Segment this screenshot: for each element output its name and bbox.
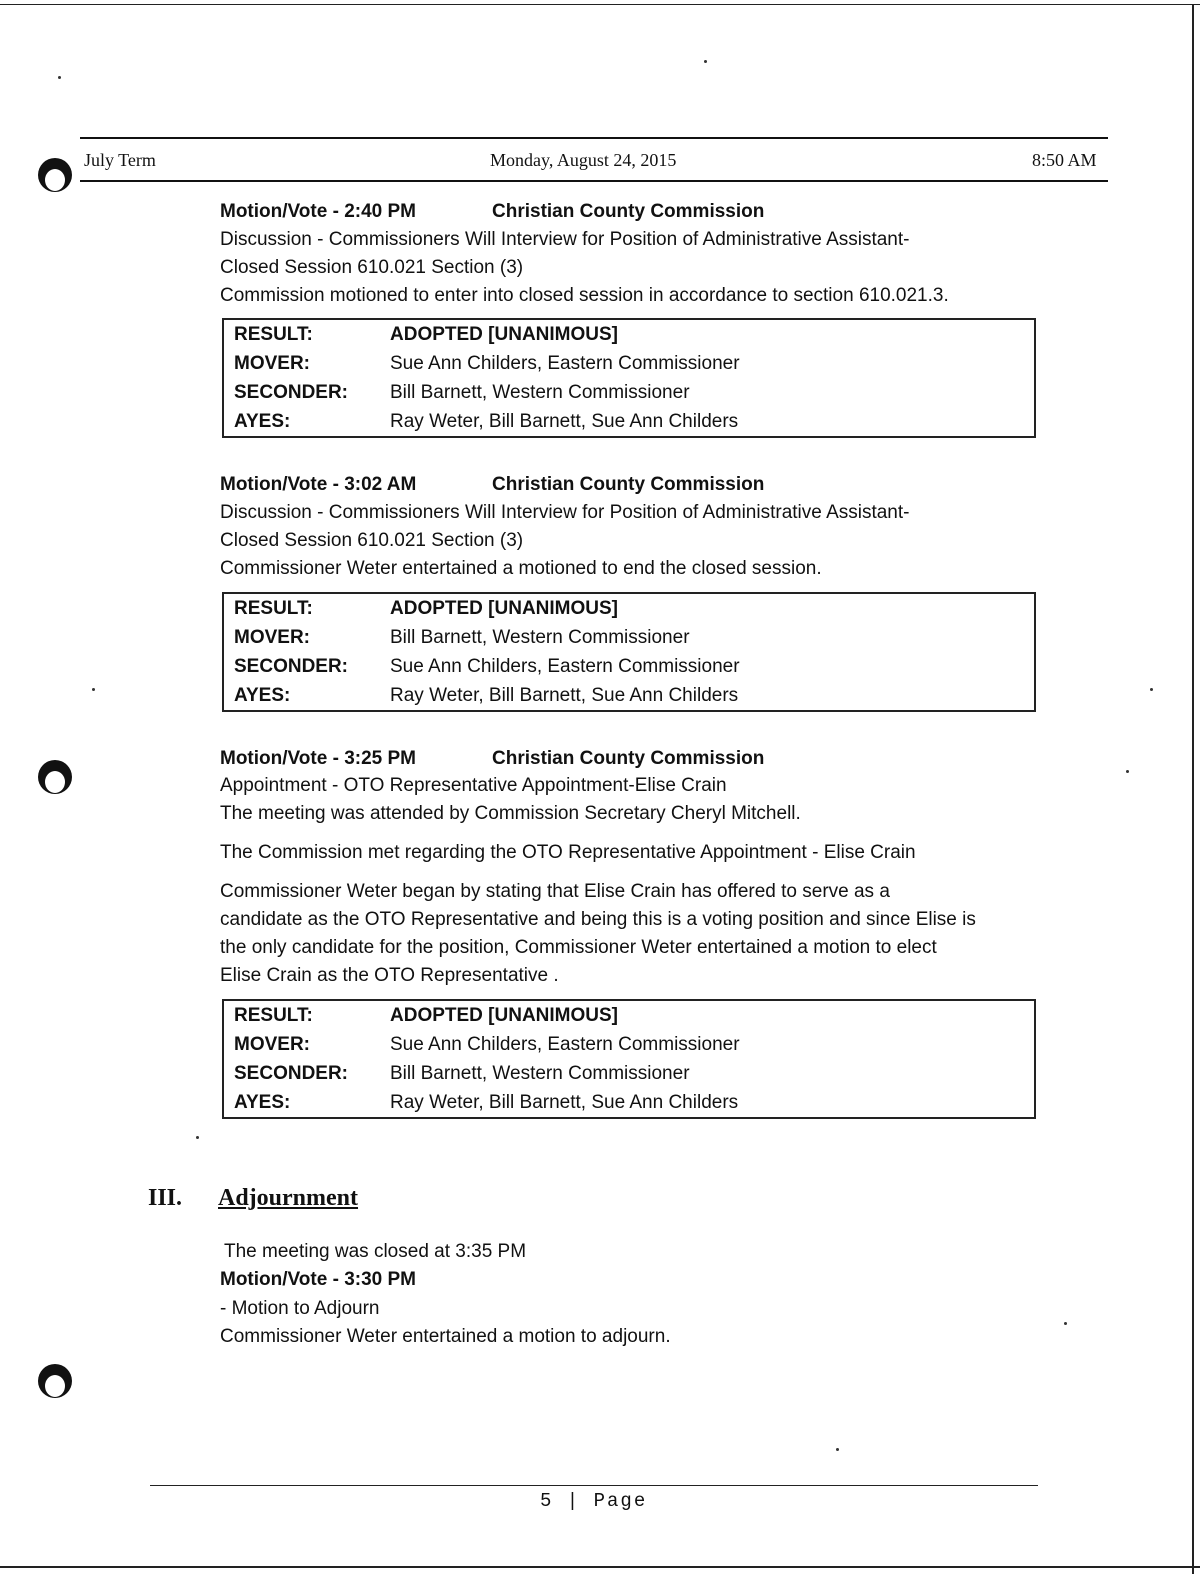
mover-value: Bill Barnett, Western Commissioner: [390, 627, 690, 648]
section-title: Adjournment: [218, 1185, 359, 1211]
motion-session: Closed Session 610.021 Section (3): [220, 530, 524, 551]
motion-label: Motion/Vote -: [220, 1269, 339, 1290]
motion-time: 3:02 AM: [344, 474, 417, 495]
motion-time: 3:30 PM: [344, 1269, 416, 1290]
header-rule-top: [80, 137, 1108, 139]
motion-paragraph-line: the only candidate for the position, Commissioner Weter entertained a motion to elect: [220, 937, 937, 958]
ayes-value: Ray Weter, Bill Barnett, Sue Ann Childers: [390, 1092, 739, 1113]
result-row: [224, 594, 1034, 623]
motion-note: Commission motioned to enter into closed session in accordance to section 610.021.3.: [220, 285, 949, 306]
motion-attended: The meeting was attended by Commission Secretary Cheryl Mitchell.: [220, 803, 801, 824]
seconder-row: [224, 1059, 1034, 1088]
result-box: [222, 318, 1036, 438]
ayes-value: Ray Weter, Bill Barnett, Sue Ann Childers: [390, 685, 739, 706]
seconder-row: [224, 652, 1034, 681]
result-row: [224, 320, 1034, 349]
mover-label: MOVER:: [234, 353, 310, 374]
ayes-label: AYES:: [234, 685, 291, 706]
seconder-row: [224, 378, 1034, 407]
result-label: RESULT:: [234, 1005, 313, 1026]
scan-speck: [1126, 770, 1129, 773]
motion-paragraph-line: Commissioner Weter began by stating that Elise Crain has offered to serve as a: [220, 881, 890, 902]
motion-label: Motion/Vote -: [220, 201, 339, 222]
motion-heading: [220, 198, 764, 225]
adjournment-note: Commissioner Weter entertained a motion to adjourn.: [220, 1326, 671, 1347]
seconder-label: SECONDER:: [234, 1063, 349, 1084]
motion-label: Motion/Vote -: [220, 474, 339, 495]
punch-hole-icon: [38, 158, 72, 192]
seconder-value: Sue Ann Childers, Eastern Commissioner: [390, 656, 740, 677]
ayes-row: [224, 1088, 1034, 1117]
section-number: III.: [148, 1185, 183, 1211]
scan-speck: [58, 76, 61, 79]
punch-hole-icon: [38, 1364, 72, 1398]
ayes-label: AYES:: [234, 1092, 291, 1113]
scan-edge-right: [1192, 4, 1194, 1574]
scan-speck: [836, 1448, 839, 1451]
mover-value: Sue Ann Childers, Eastern Commissioner: [390, 1034, 740, 1055]
result-box: [222, 999, 1036, 1119]
motion-met: The Commission met regarding the OTO Representative Appointment - Elise Crain: [220, 842, 916, 863]
adjournment-motion-text: - Motion to Adjourn: [220, 1298, 380, 1319]
motion-appointment: Appointment - OTO Representative Appointment-Elise Crain: [220, 775, 727, 796]
motion-body: Christian County Commission: [492, 201, 765, 222]
motion-note: Commissioner Weter entertained a motioned to end the closed session.: [220, 558, 822, 579]
scan-speck: [92, 688, 95, 691]
seconder-value: Bill Barnett, Western Commissioner: [390, 1063, 690, 1084]
motion-time: 3:25 PM: [344, 748, 416, 769]
mover-row: [224, 349, 1034, 378]
motion-discussion: Discussion - Commissioners Will Interview for Position of Administrative Assistant-: [220, 502, 910, 523]
adjournment-motion-heading: [220, 1266, 416, 1293]
mover-row: [224, 623, 1034, 652]
adjournment-closed: The meeting was closed at 3:35 PM: [224, 1241, 527, 1262]
result-row: [224, 1001, 1034, 1030]
motion-session: Closed Session 610.021 Section (3): [220, 257, 524, 278]
seconder-label: SECONDER:: [234, 382, 349, 403]
result-value: ADOPTED [UNANIMOUS]: [390, 598, 618, 619]
page-number: 5 | Page: [540, 1490, 648, 1512]
motion-heading: [220, 471, 764, 498]
ayes-row: [224, 681, 1034, 710]
ayes-value: Ray Weter, Bill Barnett, Sue Ann Childers: [390, 411, 739, 432]
motion-heading: [220, 745, 764, 772]
motion-label: Motion/Vote -: [220, 748, 339, 769]
motion-discussion: Discussion - Commissioners Will Interview for Position of Administrative Assistant-: [220, 229, 910, 250]
result-label: RESULT:: [234, 324, 313, 345]
scan-speck: [1064, 1322, 1067, 1325]
mover-label: MOVER:: [234, 627, 310, 648]
scan-edge-bottom: [0, 1566, 1200, 1568]
ayes-row: [224, 407, 1034, 436]
result-box: [222, 592, 1036, 712]
header-date: Monday, August 24, 2015: [490, 150, 677, 170]
motion-paragraph-line: candidate as the OTO Representative and being this is a voting position and since Elise is: [220, 909, 976, 930]
result-label: RESULT:: [234, 598, 313, 619]
result-value: ADOPTED [UNANIMOUS]: [390, 1005, 618, 1026]
mover-label: MOVER:: [234, 1034, 310, 1055]
ayes-label: AYES:: [234, 411, 291, 432]
scan-speck: [704, 60, 707, 63]
motion-body: Christian County Commission: [492, 474, 765, 495]
footer-rule: [150, 1485, 1038, 1486]
result-value: ADOPTED [UNANIMOUS]: [390, 324, 618, 345]
motion-paragraph-line: Elise Crain as the OTO Representative .: [220, 965, 559, 986]
motion-body: Christian County Commission: [492, 748, 765, 769]
scan-edge-top: [0, 4, 1200, 5]
scan-speck: [1150, 688, 1153, 691]
header-rule-bottom: [80, 180, 1108, 182]
header-term: July Term: [84, 150, 156, 170]
seconder-value: Bill Barnett, Western Commissioner: [390, 382, 690, 403]
mover-value: Sue Ann Childers, Eastern Commissioner: [390, 353, 740, 374]
seconder-label: SECONDER:: [234, 656, 349, 677]
header-time: 8:50 AM: [1032, 150, 1097, 170]
scan-speck: [196, 1136, 199, 1139]
punch-hole-icon: [38, 760, 72, 794]
mover-row: [224, 1030, 1034, 1059]
motion-time: 2:40 PM: [344, 201, 416, 222]
